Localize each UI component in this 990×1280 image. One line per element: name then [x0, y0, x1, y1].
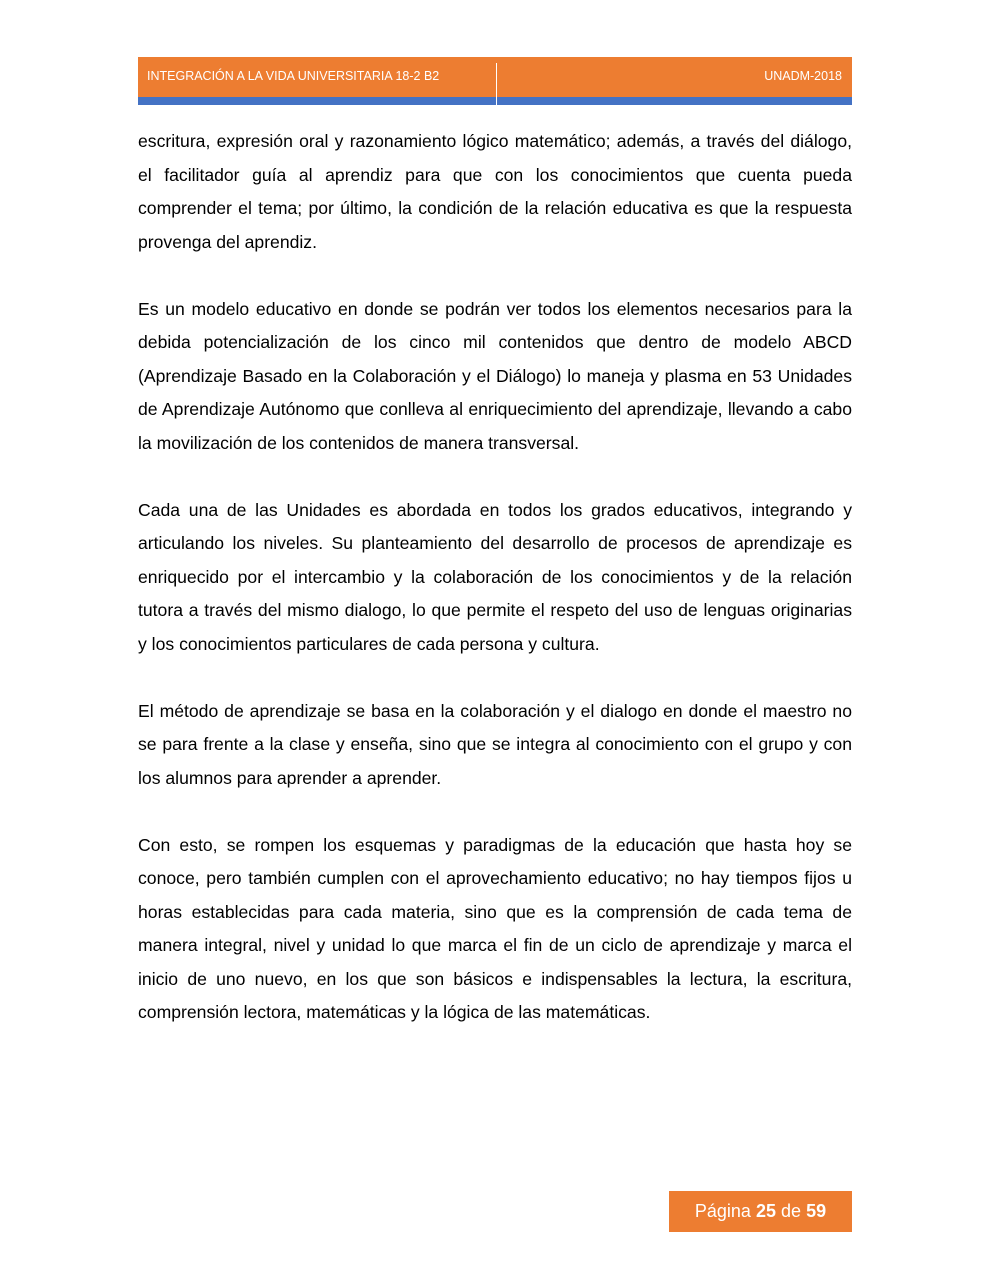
header-institution: UNADM-2018	[764, 69, 842, 83]
document-body	[138, 125, 852, 1063]
header-divider	[496, 63, 497, 105]
paragraph: El método de aprendizaje se basa en la colaboración y el dialogo en donde el maestro no se para frente a la clase y enseña, sino que se integra al conocimiento con el grupo y con los alumnos para aprender a aprender.	[138, 700, 852, 788]
current-page-number: 25	[755, 1201, 776, 1221]
paragraph: Es un modelo educativo en donde se podrán ver todos los elementos necesarios para la debida potencialización de los cinco mil contenidos que dentro de modelo ABCD (Aprendizaje Basado en la Colaboración y el Diálogo) lo maneja y plasma en 53 Unidades de Aprendizaje Autónomo que conlleva al enriquecimiento del aprendizaje, llevando a cabo la movilización de los contenidos de manera transversal.	[138, 298, 852, 453]
page-header-underline	[138, 97, 852, 105]
total-pages-number: 59	[806, 1201, 827, 1221]
page-number-footer	[669, 1191, 852, 1232]
header-course-title: INTEGRACIÓN A LA VIDA UNIVERSITARIA 18-2 B2	[147, 69, 440, 83]
paragraph: Con esto, se rompen los esquemas y paradigmas de la educación que hasta hoy se conoce, pero también cumplen con el aprovechamiento educativo; no hay tiempos fijos u horas establecidas para cada materia, sino que es la comprensión de cada tema de manera integral, nivel y unidad lo que marca el fin de un ciclo de aprendizaje y marca el inicio de uno nuevo, en los que son básicos e indispensables la lectura, la escritura, comprensión lectora, matemáticas y la lógica de las matemáticas.	[138, 834, 852, 1022]
of-word: de	[781, 1201, 802, 1221]
paragraph: escritura, expresión oral y razonamiento lógico matemático; además, a través del diálogo, el facilitador guía al aprendiz para que con los conocimientos que cuenta pueda comprender el tema; por último, la condición de la relación educativa es que la respuesta provenga del aprendiz.	[138, 131, 852, 252]
page-word: Página	[694, 1201, 751, 1221]
paragraph: Cada una de las Unidades es abordada en todos los grados educativos, integrando y articulando los niveles. Su planteamiento del desarrollo de procesos de aprendizaje es enriquecido por el intercambio y la colaboración de los conocimientos y de la relación tutora a través del mismo dialogo, lo que permite el respeto del uso de lenguas originarias y los conocimientos particulares de cada persona y cultura.	[138, 499, 852, 654]
